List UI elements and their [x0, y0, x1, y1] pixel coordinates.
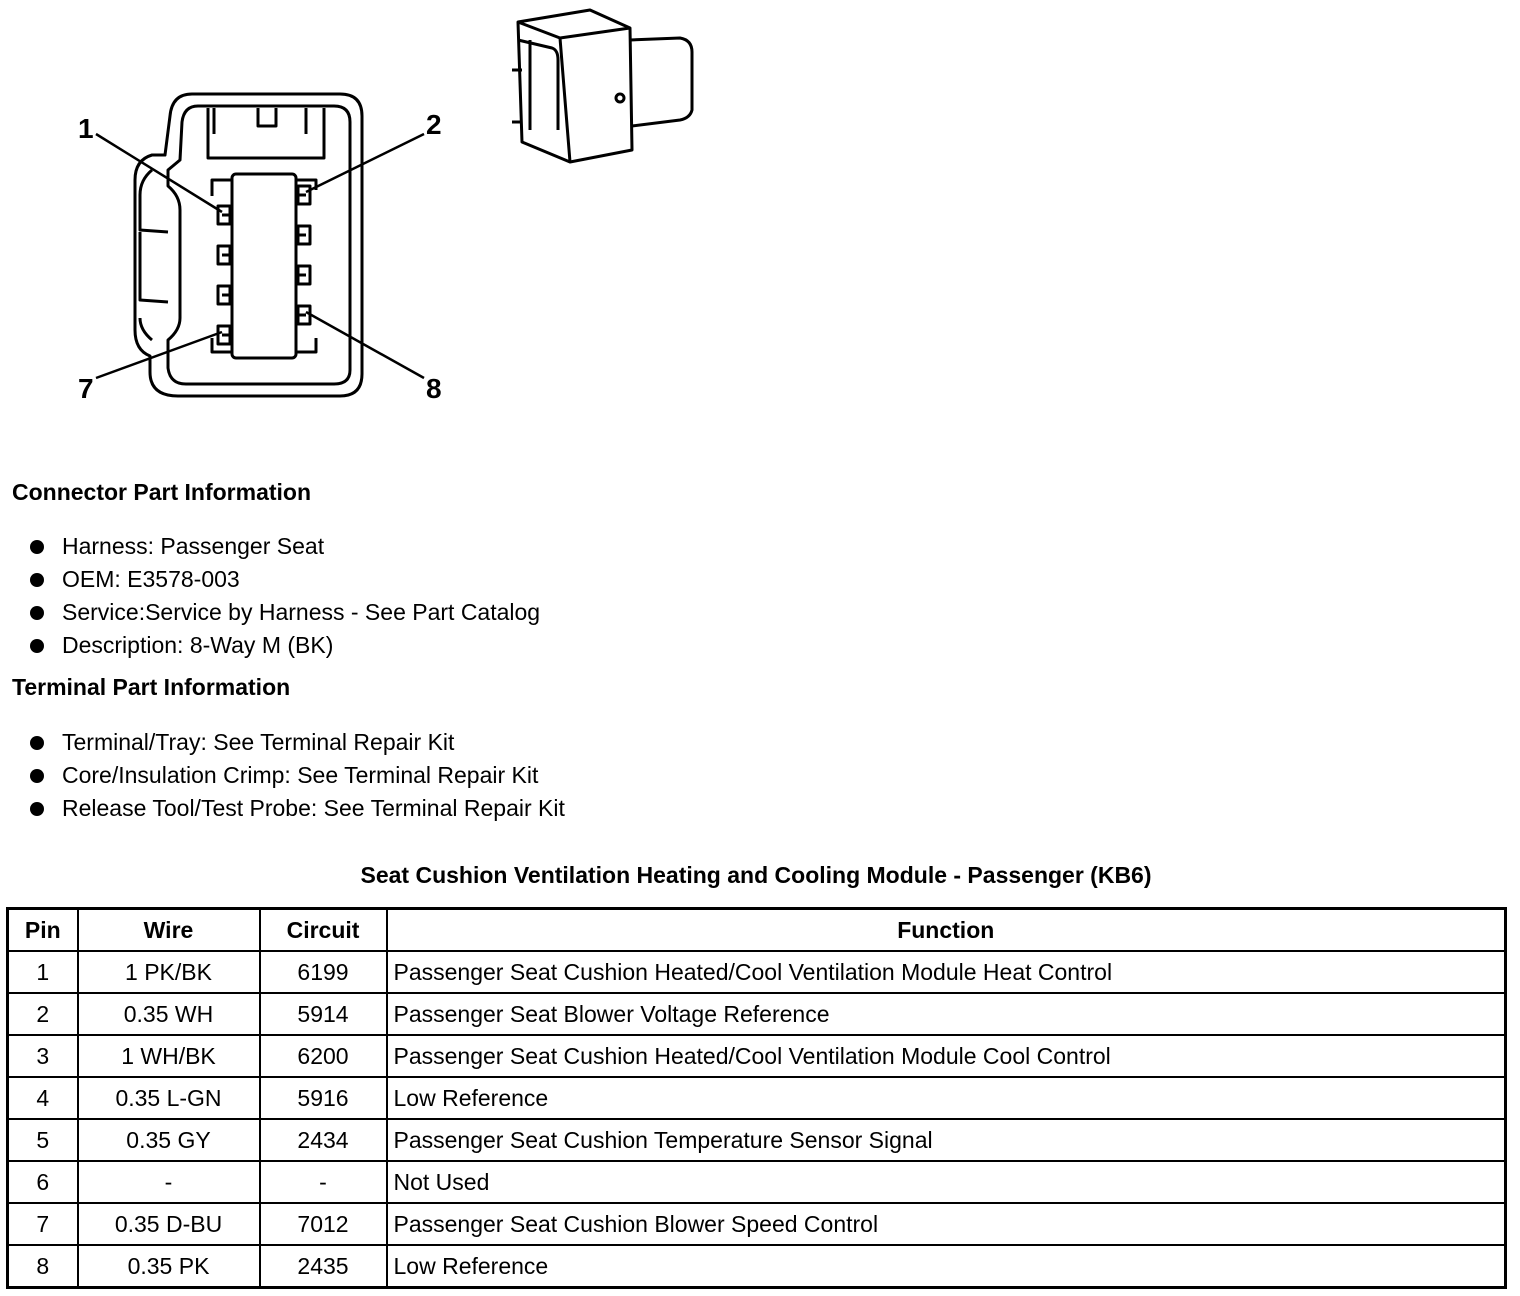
table-row	[8, 993, 1506, 1035]
wire-cell: 1 WH/BK	[78, 1035, 260, 1077]
circuit-cell: 5914	[260, 993, 387, 1035]
wire-cell: 0.35 D-BU	[78, 1203, 260, 1245]
table-header-row	[8, 909, 1506, 952]
circuit-cell: 5916	[260, 1077, 387, 1119]
table-row	[8, 1203, 1506, 1245]
terminal-cavity	[232, 174, 296, 358]
wire-cell: -	[78, 1161, 260, 1203]
pin-cell: 7	[8, 1203, 78, 1245]
list-item: Description: 8-Way M (BK)	[30, 629, 540, 662]
wire-cell: 1 PK/BK	[78, 951, 260, 993]
leader-line-8	[306, 312, 424, 378]
function-cell: Passenger Seat Cushion Temperature Sensor Signal	[387, 1119, 1506, 1161]
connector-diagram	[0, 0, 720, 440]
terminal-part-info-heading: Terminal Part Information	[12, 674, 291, 700]
right-pin-row	[298, 186, 310, 324]
leader-line-1	[96, 134, 222, 212]
circuit-cell: -	[260, 1161, 387, 1203]
table-row	[8, 1077, 1506, 1119]
wire-cell: 0.35 L-GN	[78, 1077, 260, 1119]
pin-cell: 5	[8, 1119, 78, 1161]
column-header-function: Function	[387, 909, 1506, 952]
wire-cell: 0.35 GY	[78, 1119, 260, 1161]
pin-cell: 1	[8, 951, 78, 993]
pin-cell: 2	[8, 993, 78, 1035]
function-cell: Not Used	[387, 1161, 1506, 1203]
column-header-circuit: Circuit	[260, 909, 387, 952]
leader-line-7	[96, 332, 222, 378]
wire-cell: 0.35 PK	[78, 1245, 260, 1288]
list-item: Core/Insulation Crimp: See Terminal Repair Kit	[30, 759, 565, 792]
wire-cell: 0.35 WH	[78, 993, 260, 1035]
circuit-cell: 6200	[260, 1035, 387, 1077]
list-item: OEM: E3578-003	[30, 563, 540, 596]
callout-7: 7	[78, 373, 94, 404]
list-item: Service:Service by Harness - See Part Catalog	[30, 596, 540, 629]
list-item: Terminal/Tray: See Terminal Repair Kit	[30, 726, 565, 759]
function-cell: Passenger Seat Blower Voltage Reference	[387, 993, 1506, 1035]
callout-1: 1	[78, 113, 94, 144]
function-cell: Passenger Seat Cushion Heated/Cool Ventilation Module Heat Control	[387, 951, 1506, 993]
table-row	[8, 1245, 1506, 1288]
column-header-pin: Pin	[8, 909, 78, 952]
pin-table	[6, 907, 1507, 1289]
circuit-cell: 2434	[260, 1119, 387, 1161]
pin-cell: 6	[8, 1161, 78, 1203]
circuit-cell: 7012	[260, 1203, 387, 1245]
callout-8: 8	[426, 373, 442, 404]
table-row	[8, 1035, 1506, 1077]
column-header-wire: Wire	[78, 909, 260, 952]
table-row	[8, 1161, 1506, 1203]
connector-isometric-view	[512, 10, 692, 162]
left-pin-row	[218, 206, 230, 344]
connector-part-info-list	[30, 530, 540, 662]
pin-table-title: Seat Cushion Ventilation Heating and Cooling Module - Passenger (KB6)	[360, 862, 1152, 888]
list-item: Release Tool/Test Probe: See Terminal Repair Kit	[30, 792, 565, 825]
pin-cell: 3	[8, 1035, 78, 1077]
function-cell: Passenger Seat Cushion Heated/Cool Ventilation Module Cool Control	[387, 1035, 1506, 1077]
list-item: Harness: Passenger Seat	[30, 530, 540, 563]
terminal-part-info-list	[30, 726, 565, 825]
function-cell: Low Reference	[387, 1077, 1506, 1119]
connector-part-info-heading: Connector Part Information	[12, 479, 312, 505]
callout-2: 2	[426, 109, 442, 140]
table-row	[8, 951, 1506, 993]
function-cell: Low Reference	[387, 1245, 1506, 1288]
circuit-cell: 2435	[260, 1245, 387, 1288]
pin-cell: 4	[8, 1077, 78, 1119]
function-cell: Passenger Seat Cushion Blower Speed Control	[387, 1203, 1506, 1245]
table-row	[8, 1119, 1506, 1161]
pin-cell: 8	[8, 1245, 78, 1288]
circuit-cell: 6199	[260, 951, 387, 993]
